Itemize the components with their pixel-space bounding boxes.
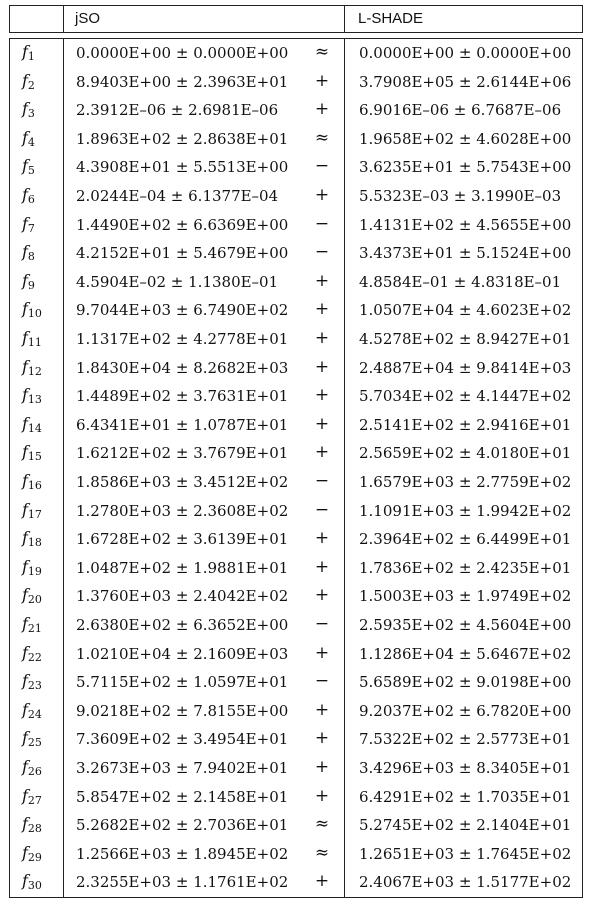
function-label: $f_{17}$ (22, 499, 42, 521)
lshade-value: 4.5278E+02 ± 8.9427E+01 (359, 330, 572, 348)
jso-value: 1.6212E+02 ± 3.7679E+01 (76, 444, 289, 463)
jso-value: 5.7115E+02 ± 1.0597E+01 (76, 673, 289, 692)
function-label: $f_{24}$ (22, 699, 42, 721)
header-divider (63, 6, 64, 32)
function-label: $f_{16}$ (22, 471, 42, 492)
function-label: $f_{15}$ (22, 442, 42, 464)
comparison-symbol: + (314, 785, 330, 806)
table-row (10, 497, 582, 526)
table-row (10, 554, 582, 583)
table-row (10, 182, 582, 211)
comparison-symbol: − (314, 671, 330, 692)
table-row (10, 468, 582, 497)
jso-value: 2.3912E–06 ± 2.6981E–06 (76, 101, 279, 120)
table-row (10, 239, 582, 268)
function-label: $f_{29}$ (22, 842, 42, 864)
jso-value: 1.1317E+02 ± 4.2778E+01 (76, 330, 289, 348)
jso-value: 9.0218E+02 ± 7.8155E+00 (76, 701, 289, 720)
table-row (10, 296, 582, 325)
comparison-symbol: − (314, 242, 330, 263)
function-label: $f_8$ (22, 242, 35, 264)
function-label: $f_1$ (22, 42, 35, 63)
lshade-value: 1.7836E+02 ± 2.4235E+01 (359, 558, 572, 577)
lshade-value: 2.5659E+02 ± 4.0180E+01 (359, 444, 572, 463)
jso-value: 4.3908E+01 ± 5.5513E+00 (76, 158, 289, 177)
lshade-value: 2.3964E+02 ± 6.4499E+01 (359, 530, 572, 549)
comparison-symbol: − (314, 213, 330, 234)
table-row (10, 582, 582, 611)
function-label: $f_{19}$ (22, 556, 42, 578)
lshade-value: 9.2037E+02 ± 6.7820E+00 (359, 701, 572, 720)
comparison-symbol: + (314, 642, 330, 663)
jso-value: 1.2566E+03 ± 1.8945E+02 (76, 844, 289, 863)
lshade-value: 1.0507E+04 ± 4.6023E+02 (359, 301, 572, 320)
comparison-symbol: + (314, 556, 330, 577)
table-row (10, 68, 582, 97)
table-row (10, 611, 582, 640)
header-jso: jSO (75, 10, 101, 27)
jso-value: 1.8963E+02 ± 2.8638E+01 (76, 129, 289, 148)
comparison-symbol: + (314, 871, 330, 892)
table-row (10, 811, 582, 840)
function-label: $f_{22}$ (22, 642, 42, 664)
comparison-symbol: ≈ (314, 42, 330, 62)
lshade-value: 7.5322E+02 ± 2.5773E+01 (359, 730, 572, 749)
lshade-value: 6.9016E–06 ± 6.7687E–06 (359, 101, 562, 120)
jso-value: 7.3609E+02 ± 3.4954E+01 (76, 730, 289, 749)
table-row (10, 153, 582, 182)
table-body (9, 38, 583, 898)
table-row (10, 325, 582, 354)
table-row (10, 411, 582, 440)
function-label: $f_9$ (22, 270, 35, 292)
function-label: $f_{30}$ (22, 871, 42, 893)
function-label: $f_{25}$ (22, 728, 42, 750)
function-label: $f_{28}$ (22, 814, 42, 836)
header-divider (344, 6, 345, 32)
comparison-symbol: ≈ (314, 127, 330, 148)
comparison-symbol: + (314, 442, 330, 463)
jso-value: 1.0210E+04 ± 2.1609E+03 (76, 644, 289, 663)
table-header (9, 5, 583, 33)
comparison-symbol: + (314, 356, 330, 377)
comparison-symbol: ≈ (314, 842, 330, 863)
table-row (10, 754, 582, 783)
function-label: $f_{21}$ (22, 614, 42, 635)
lshade-value: 2.4067E+03 ± 1.5177E+02 (359, 873, 572, 892)
lshade-value: 1.6579E+03 ± 2.7759E+02 (359, 473, 572, 491)
function-label: $f_{13}$ (22, 385, 42, 407)
lshade-value: 6.4291E+02 ± 1.7035E+01 (359, 787, 572, 806)
jso-value: 1.6728E+02 ± 3.6139E+01 (76, 530, 289, 549)
function-label: $f_{10}$ (22, 299, 42, 321)
jso-value: 4.2152E+01 ± 5.4679E+00 (76, 244, 289, 263)
table-row (10, 868, 582, 897)
lshade-value: 3.6235E+01 ± 5.7543E+00 (359, 158, 572, 177)
table-row (10, 211, 582, 240)
comparison-symbol: + (314, 528, 330, 549)
function-label: $f_{18}$ (22, 528, 42, 550)
table-row (10, 840, 582, 869)
jso-value: 5.8547E+02 ± 2.1458E+01 (76, 787, 289, 806)
lshade-value: 1.9658E+02 ± 4.6028E+00 (359, 129, 572, 148)
function-label: $f_{12}$ (22, 356, 42, 378)
jso-value: 1.4490E+02 ± 6.6369E+00 (76, 215, 289, 234)
table-row (10, 268, 582, 297)
header-lshade: L-SHADE (358, 10, 424, 27)
jso-value: 2.6380E+02 ± 6.3652E+00 (76, 616, 289, 634)
lshade-value: 5.7034E+02 ± 4.1447E+02 (359, 387, 572, 406)
lshade-value: 3.4296E+03 ± 8.3405E+01 (359, 759, 572, 777)
lshade-value: 5.6589E+02 ± 9.0198E+00 (359, 673, 572, 692)
comparison-symbol: − (314, 499, 330, 520)
comparison-symbol: + (314, 99, 330, 120)
table-row (10, 697, 582, 726)
comparison-symbol: + (314, 299, 330, 320)
table-row (10, 96, 582, 125)
function-label: $f_{26}$ (22, 757, 42, 778)
lshade-value: 3.7908E+05 ± 2.6144E+06 (359, 72, 572, 91)
function-label: $f_{11}$ (22, 328, 42, 349)
lshade-value: 1.1286E+04 ± 5.6467E+02 (359, 644, 572, 663)
jso-value: 5.2682E+02 ± 2.7036E+01 (76, 816, 289, 835)
jso-value: 1.8430E+04 ± 8.2682E+03 (76, 358, 289, 377)
lshade-value: 0.0000E+00 ± 0.0000E+00 (359, 44, 572, 62)
comparison-symbol: + (314, 413, 330, 434)
function-label: $f_7$ (22, 213, 35, 235)
jso-value: 4.5904E–02 ± 1.1380E–01 (76, 272, 279, 291)
function-label: $f_{27}$ (22, 785, 42, 807)
function-label: $f_{20}$ (22, 585, 42, 607)
comparison-symbol: − (314, 156, 330, 177)
comparison-symbol: − (314, 614, 330, 634)
lshade-value: 5.2745E+02 ± 2.1404E+01 (359, 816, 572, 835)
table-row (10, 725, 582, 754)
comparison-symbol: ≈ (314, 814, 330, 835)
table-row (10, 125, 582, 154)
lshade-value: 3.4373E+01 ± 5.1524E+00 (359, 244, 572, 263)
jso-value: 1.8586E+03 ± 3.4512E+02 (76, 473, 289, 491)
comparison-symbol: + (314, 328, 330, 348)
lshade-value: 2.5935E+02 ± 4.5604E+00 (359, 616, 572, 634)
jso-value: 2.3255E+03 ± 1.1761E+02 (76, 873, 289, 892)
table-row (10, 382, 582, 411)
jso-value: 1.3760E+03 ± 2.4042E+02 (76, 587, 289, 606)
table-row (10, 525, 582, 554)
comparison-symbol: + (314, 185, 330, 205)
jso-value: 1.2780E+03 ± 2.3608E+02 (76, 501, 289, 520)
lshade-value: 5.5323E–03 ± 3.1990E–03 (359, 187, 562, 205)
function-label: $f_6$ (22, 185, 35, 206)
jso-value: 0.0000E+00 ± 0.0000E+00 (76, 44, 289, 62)
jso-value: 9.7044E+03 ± 6.7490E+02 (76, 301, 289, 320)
comparison-symbol: + (314, 270, 330, 291)
function-label: $f_5$ (22, 156, 35, 178)
comparison-symbol: + (314, 385, 330, 406)
jso-value: 1.0487E+02 ± 1.9881E+01 (76, 558, 289, 577)
jso-value: 3.2673E+03 ± 7.9402E+01 (76, 759, 289, 777)
comparison-symbol: + (314, 757, 330, 777)
comparison-symbol: + (314, 585, 330, 606)
jso-value: 6.4341E+01 ± 1.0787E+01 (76, 415, 289, 434)
table-row (10, 354, 582, 383)
function-label: $f_{23}$ (22, 671, 42, 693)
jso-value: 1.4489E+02 ± 3.7631E+01 (76, 387, 289, 406)
lshade-value: 1.4131E+02 ± 4.5655E+00 (359, 215, 572, 234)
table-row (10, 668, 582, 697)
lshade-value: 1.5003E+03 ± 1.9749E+02 (359, 587, 572, 606)
table-row (10, 640, 582, 669)
jso-value: 8.9403E+00 ± 2.3963E+01 (76, 72, 289, 91)
lshade-value: 1.2651E+03 ± 1.7645E+02 (359, 844, 572, 863)
function-label: $f_3$ (22, 99, 35, 121)
comparison-symbol: + (314, 699, 330, 720)
table-row (10, 439, 582, 468)
comparison-symbol: + (314, 728, 330, 749)
function-label: $f_4$ (22, 127, 35, 149)
lshade-value: 1.1091E+03 ± 1.9942E+02 (359, 501, 572, 520)
table-row (10, 39, 582, 68)
table-row (10, 783, 582, 812)
lshade-value: 4.8584E–01 ± 4.8318E–01 (359, 272, 562, 291)
function-label: $f_{14}$ (22, 413, 42, 435)
comparison-symbol: − (314, 471, 330, 491)
function-label: $f_2$ (22, 70, 35, 92)
comparison-symbol: + (314, 70, 330, 91)
lshade-value: 2.4887E+04 ± 9.8414E+03 (359, 358, 572, 377)
jso-value: 2.0244E–04 ± 6.1377E–04 (76, 187, 279, 205)
lshade-value: 2.5141E+02 ± 2.9416E+01 (359, 415, 572, 434)
